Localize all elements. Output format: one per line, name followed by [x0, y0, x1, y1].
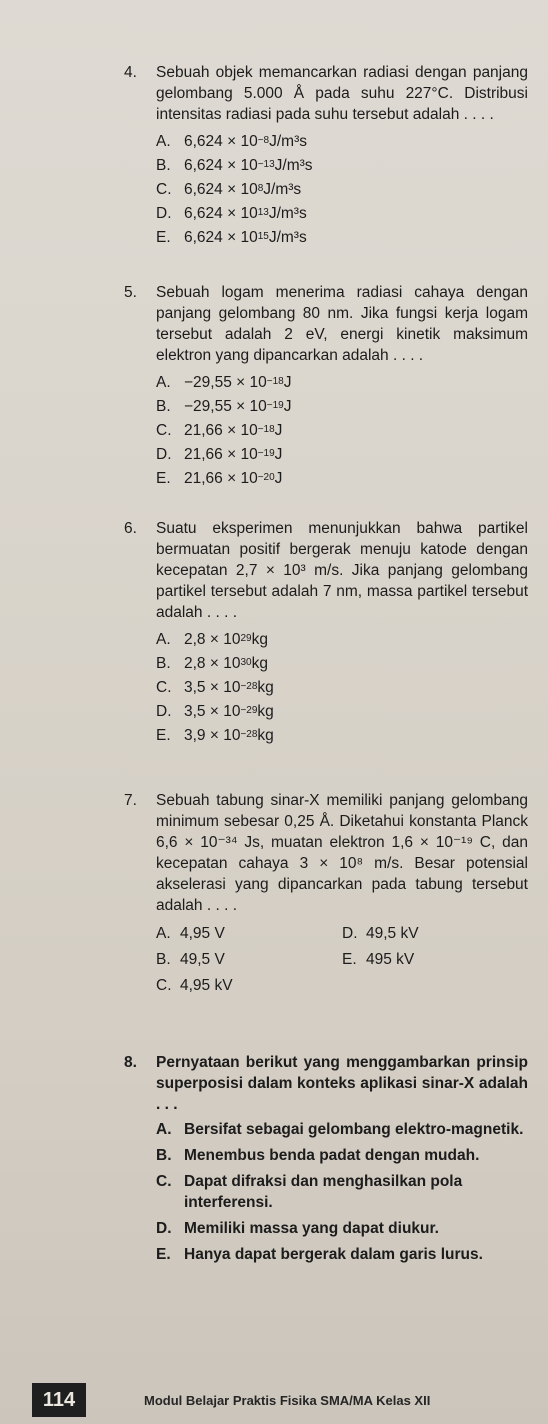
option-d: D. Memiliki massa yang dapat diukur.: [156, 1220, 439, 1237]
option-d: D. 21,66 × 10 −19 J: [156, 445, 283, 463]
question-text: Sebuah objek memancarkan radiasi dengan panjang gelombang 5.000 Å pada suhu 227°C. Distribusi intensitas radiasi pada suhu tersebut adalah . . . .: [156, 64, 528, 123]
option-a: A. 4,95 V: [156, 924, 225, 942]
question-8: [124, 1052, 528, 1265]
option-a: A. −29,55 × 10 −18 J: [156, 373, 292, 391]
page-number: 114: [32, 1383, 86, 1417]
option-c: C. Dapat difraksi dan menghasilkan pola interferensi.: [156, 1173, 463, 1211]
option-c: C. 3,5 × 10 −28 kg: [156, 678, 274, 696]
option-c: C. 6,624 × 10 8 J/m³s: [156, 180, 302, 198]
option-b: B. Menembus benda padat dengan mudah.: [156, 1147, 480, 1164]
option-c: C. 4,95 kV: [156, 976, 233, 994]
question-5: [124, 282, 528, 490]
option-e: E. 3,9 × 10 −28 kg: [156, 726, 274, 744]
option-a: A. 6,624 × 10 −8 J/m³s: [156, 132, 307, 150]
question-number: 4.: [124, 64, 137, 81]
option-c: C. 21,66 × 10 −18 J: [156, 421, 283, 439]
question-4: [124, 62, 528, 249]
option-e: E. 6,624 × 10 15 J/m³s: [156, 228, 307, 246]
options-grid: [156, 920, 528, 998]
option-b: B. 2,8 × 10 30 kg: [156, 654, 268, 672]
question-number: 8.: [124, 1054, 137, 1071]
question-text: Sebuah tabung sinar-X memiliki panjang gelombang minimum sebesar 0,25 Å. Diketahui konstanta Planck 6,6 × 10⁻³⁴ Js, muatan elektron 1,6 × 10⁻¹⁹ C, dan kecepatan cahaya 3 × 10⁸ m/s. Besar potensial akselerasi yang dipancarkan pada tabung tersebut adalah . . . .: [156, 792, 528, 914]
options-list: [156, 129, 528, 249]
question-text: Sebuah logam menerima radiasi cahaya dengan panjang gelombang 80 nm. Jika fungsi kerja logam tersebut adalah 2 eV, energi kinetik maksimum elektron yang dipancarkan adalah . . . .: [156, 284, 528, 364]
page-footer: [0, 1376, 548, 1424]
option-a: A. 2,8 × 10 29 kg: [156, 630, 268, 648]
option-b: B. 49,5 V: [156, 950, 225, 968]
question-text: Suatu eksperimen menunjukkan bahwa partikel bermuatan positif bergerak menuju katode dengan kecepatan 2,7 × 10³ m/s. Jika panjang gelombang partikel tersebut adalah 7 nm, massa partikel tersebut adalah . . . .: [156, 520, 528, 621]
option-d: D. 6,624 × 10 13 J/m³s: [156, 204, 307, 222]
book-title: Modul Belajar Praktis Fisika SMA/MA Kelas XII: [144, 1392, 431, 1408]
question-number: 6.: [124, 520, 137, 537]
options-list: [156, 1119, 528, 1265]
option-b: B. 6,624 × 10 −13 J/m³s: [156, 156, 313, 174]
option-e: E. 21,66 × 10 −20 J: [156, 469, 283, 487]
option-a: A. Bersifat sebagai gelombang elektro-magnetik.: [156, 1121, 524, 1138]
option-e: E. Hanya dapat bergerak dalam garis lurus.: [156, 1246, 483, 1263]
question-text: Pernyataan berikut yang menggambarkan prinsip superposisi dalam konteks aplikasi sinar-X adalah . . .: [156, 1054, 528, 1113]
question-7: [124, 790, 528, 998]
question-number: 7.: [124, 792, 137, 809]
option-e: E. 495 kV: [342, 950, 415, 968]
options-list: [156, 627, 528, 747]
option-b: B. −29,55 × 10 −19 J: [156, 397, 292, 415]
option-d: D. 3,5 × 10 −29 kg: [156, 702, 274, 720]
question-6: [124, 518, 528, 747]
question-number: 5.: [124, 284, 137, 301]
option-d: D. 49,5 kV: [342, 924, 419, 942]
options-list: [156, 370, 528, 490]
